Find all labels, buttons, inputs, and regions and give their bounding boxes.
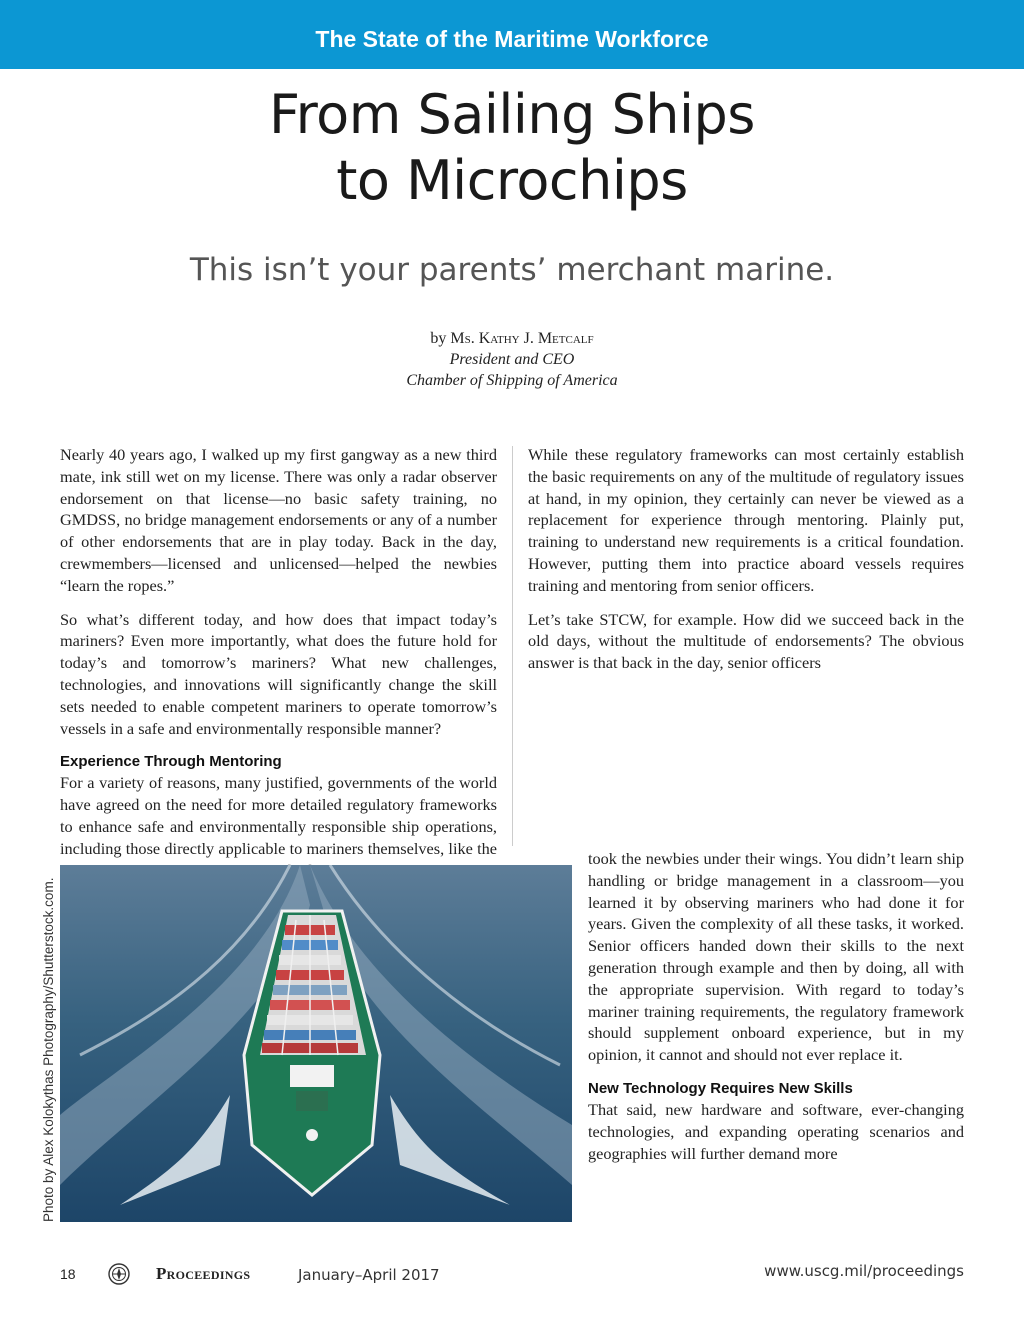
header-banner bbox=[0, 0, 1024, 69]
paragraph-5-continued: took the newbies under their wings. You didn’t learn ship handling or bridge management in a classroom—you learned it by observing mariners who had done it for years. Given the complexity of all these tasks, it worked. Senior officers handed down their skills to the next generation through example and then by doing, all with the appropriate supervision. With regard to today’s mariner training requirements, the regulatory framework should supplement onboard experience, but in my opinion, it cannot and should not ever replace it. bbox=[588, 849, 964, 1065]
title-line-1: From Sailing Ships bbox=[269, 83, 755, 146]
issue-date: January–April 2017 bbox=[298, 1266, 440, 1284]
paragraph-6: That said, new hardware and software, ever-changing technologies, and expanding operating scenarios and geographies will further demand more bbox=[588, 1099, 964, 1163]
column-divider bbox=[512, 446, 513, 846]
paragraph-5-start: Let’s take STCW, for example. How did we succeed back in the old days, without the multitude of endorsements? The obvious answer is that back in the day, senior officers bbox=[528, 609, 964, 673]
section-title: The State of the Maritime Workforce bbox=[315, 26, 709, 52]
paragraph-3: For a variety of reasons, many justified, governments of the world have agreed on the need for more detailed regulatory frameworks to enhance safe and environmentally responsible ship operations, including those directly applicable to mariners themselves, like the bbox=[60, 773, 497, 858]
page-number: 18 bbox=[60, 1266, 76, 1282]
article-subtitle: This isn’t your parents’ merchant marine. bbox=[189, 252, 835, 288]
author-role: President and CEO bbox=[449, 351, 575, 368]
column-right bbox=[528, 444, 964, 674]
article-title bbox=[0, 82, 1024, 214]
title-line-2: to Microchips bbox=[336, 149, 688, 212]
byline bbox=[0, 328, 1024, 391]
column-right-continued bbox=[588, 848, 964, 1176]
website-link[interactable]: www.uscg.mil/proceedings bbox=[764, 1262, 964, 1280]
paragraph-2: So what’s different today, and how does that impact today’s mariners? Even more importantly, what does the future hold for today’s and tomorrow’s mariners? What new challenges, technologies, and innovations will significantly change the skill sets needed to enable competent mariners to operate tomorrow’s vessels in a safe and environmentally responsible manner? bbox=[60, 609, 497, 738]
author-name: Ms. Kathy J. Metcalf bbox=[450, 330, 594, 347]
heading-experience-mentoring: Experience Through Mentoring bbox=[60, 753, 282, 771]
author-organization: Chamber of Shipping of America bbox=[406, 372, 618, 389]
coast-guard-seal-icon bbox=[108, 1263, 130, 1285]
publication-name: Proceedings bbox=[156, 1264, 251, 1283]
byline-prefix: by bbox=[430, 330, 447, 347]
heading-new-technology: New Technology Requires New Skills bbox=[588, 1079, 853, 1097]
photo-credit: Photo by Alex Kolokythas Photography/Shutterstock.com. bbox=[41, 877, 56, 1222]
paragraph-4: While these regulatory frameworks can most certainly establish the basic requirements on any of the multitude of regulatory issues at hand, in my opinion, they certainly can never be viewed as a replacement for experience through mentoring. Plainly put, training to understand new requirements is a critical foundation. However, putting them into practice aboard vessels requires training and mentoring from senior officers. bbox=[528, 445, 964, 595]
column-left bbox=[60, 444, 497, 937]
container-ship-photo bbox=[60, 865, 572, 1222]
paragraph-1: Nearly 40 years ago, I walked up my first gangway as a new third mate, ink still wet on my license. There was only a radar observer endorsement on that license—no basic safety training, no GMDSS, no bridge management endorsements or any of a number of other endorsements that are in play today. Back in the day, crewmembers—licensed and unlicensed—helped the newbies “learn the ropes.” bbox=[60, 445, 497, 595]
